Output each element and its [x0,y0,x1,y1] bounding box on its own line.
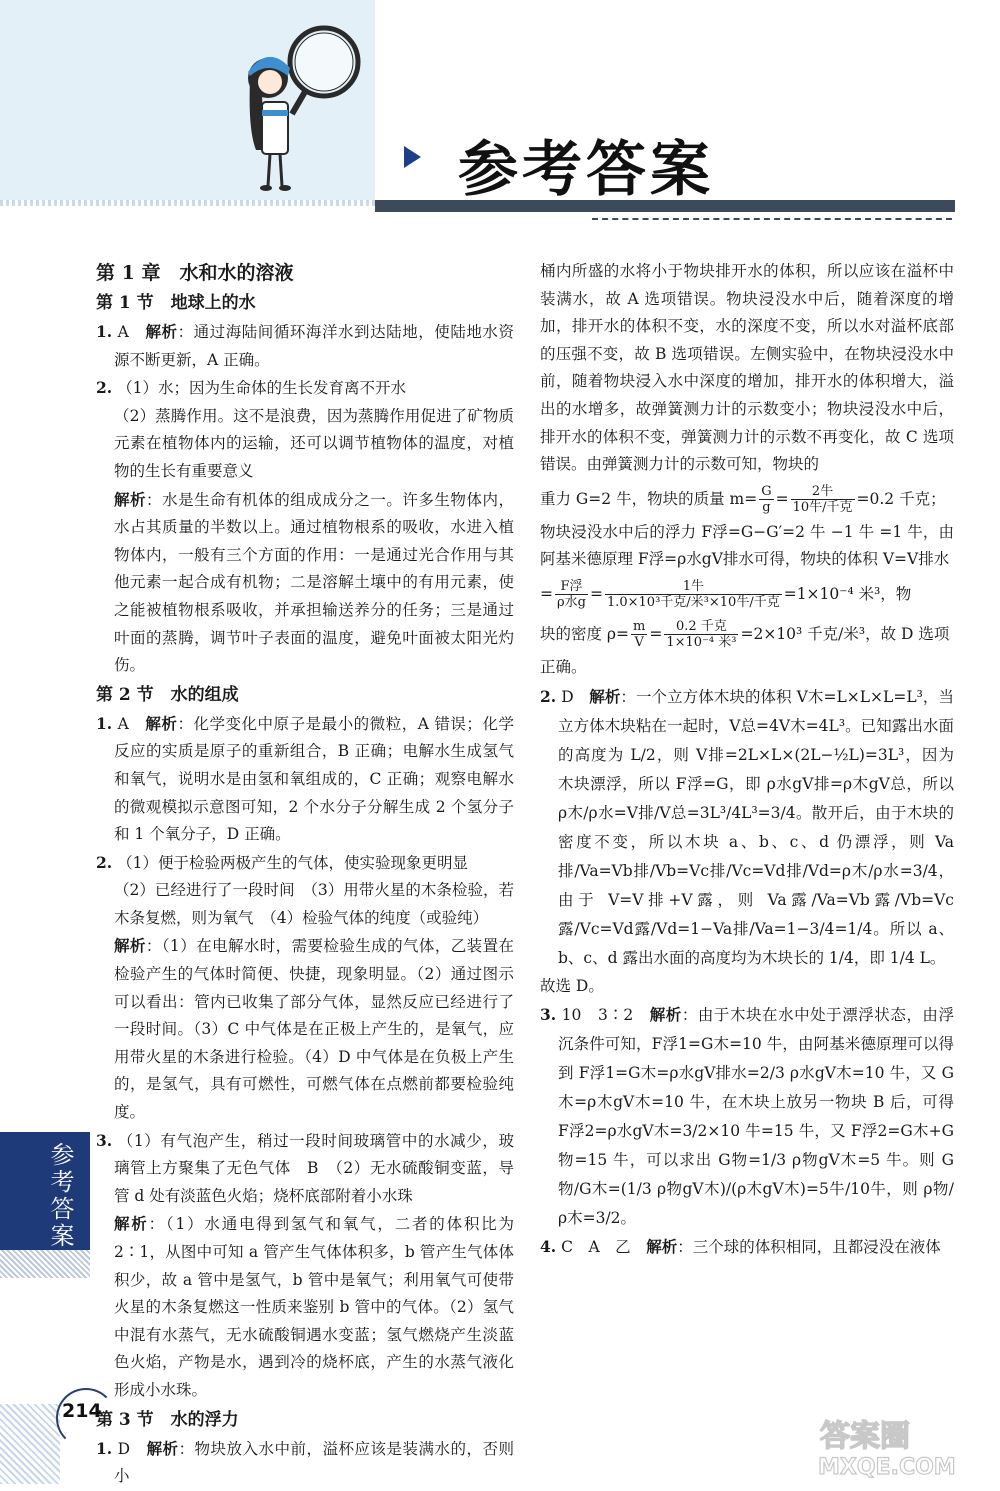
analysis-label: 解析 [646,1237,678,1257]
analysis-text: ：水是生命有机体的组成成分之一。许多生物体内，水占其质量的半数以上。通过植物根系的吸收，水进入植物体内，一般有三个方面的作用：一是通过光合作用与其他元素一起合成有机物；二是溶解土壤中的有用元素，使之能被植物根系吸收，并承担输送养分的任务；三是通过叶面的蒸腾，调节叶子表面的温度，避免叶面被太阳光灼伤。 [114,490,514,675]
fraction [759,484,773,515]
analysis-text: 桶内所盛的水将小于物块排开水的体积，所以应该在溢杯中装满水，故 A 选项错误。物块浸没水中后，随着深度的增加，排开水的体积不变，水的深度不变，所以水对溢杯底部的压强不变，故 B 选项错误。左侧实验中，在物块浸没水中前，随着物块浸入水中深度的增加，排开水的体积增大，溢出的水增多，故弹簧测力计的示数变小；物块浸没水中后，排开水的体积不变，弹簧测力计的示数不再变化，故 C 选项错误。由弹簧测力计的示数可知，物块的 [540,262,954,474]
answer-choice: A [117,323,129,341]
formula-line: = $\frac{\text{F浮}}{\text{ρ水g}}$ = $\frac{\text{1牛}}{\text{1.0×10³千克/米³×10牛/千克}}$ =1×10⁻⁴ 米³，物 [540,579,912,611]
fraction [555,579,588,610]
numerator: 1牛 [605,579,782,595]
analysis-label: 解析 [145,322,178,341]
question-number: 2. [540,686,557,706]
answer-text: （1）有气泡产生，稍过一段时间玻璃管中的水减少，玻璃管上方聚集了无色气体 B （2）无水硫酸铜变蓝，导管 d 处有淡蓝色火焰；烧杯底部附着小水珠 [114,1131,514,1205]
numerator: G [761,484,772,500]
answer-choice: D [561,687,574,706]
question-number: 3. [540,1005,557,1025]
side-tab-pattern [0,1250,90,1278]
fraction [791,484,855,515]
denominator: 1×10⁻⁴ 米³ [666,635,737,651]
answer-item [96,849,514,878]
fraction [664,619,738,650]
numerator: 2牛 [791,484,855,500]
analysis-text: ：由于木块在水中处于漂浮状态，由浮沉条件可知，F浮1=G木=10 牛，由阿基米德原理可以得到 F浮1=G木=ρ水gV排水=2/3 ρ水gV木=10 牛，又 G木=ρ木gV木=10 牛，在木块上放另一物块 B 后，可得 F浮2=ρ水gV木=3/2×10 牛=15 牛，又 F浮2=G木+G物=15 牛，可以求出 G物=1/3 ρ物gV木=5 牛。则 G物/G木=(1/3 ρ物gV木)/(ρ木gV木)=5牛/10牛，则 ρ物/ρ木=3/2。 [558,1006,954,1228]
analysis-paragraph [96,486,514,680]
analysis-label: 解析 [114,489,147,509]
answer-text: （1）便于检验两极产生的气体，使实验现象更明显 [117,853,468,872]
header-dashed-rule [592,218,952,220]
watermark-text: 答案圈 [820,1419,910,1454]
analysis-text: 物块浸没水中后的浮力 F浮=G−G′=2 牛 −1 牛 =1 牛，由阿基米德原理 F浮=ρ水gV排水可得，物块的体积 V=V排水 [540,522,954,569]
answer-item [96,318,514,374]
formula-line: 块的密度 ρ= $\frac{m}{V}$ = $\frac{\text{0.2 千克}}{\text{1×10⁻⁴ 米³}}$ =2×10³ 千克/米³，故 D 选项 [540,619,950,651]
answer-item [540,1233,954,1262]
answer-choice: D [117,1439,131,1458]
page-title: 参考答案 [458,135,714,205]
left-column [96,258,514,1491]
numerator: m [633,619,646,635]
analysis-text: ：（1）水通电得到氢气和氧气，二者的体积比为 2∶1，从图中可知 a 管产生气体体积多，b 管产生气体体积少，故 a 管中是氢气，b 管中是氧气；利用氧气可使带火星的木条复燃这一性质来鉴别 b 管中的气体。（2）氢气中混有水蒸气，无水硫酸铜遇水变蓝；氢气燃烧产生淡蓝色火焰，产物是水，遇到冷的烧杯底，产生的水蒸气液化形成小水珠。 [114,1215,514,1399]
watermark-logo [810,1412,994,1478]
chapter-title: 第 1 章 水和水的溶液 [96,262,294,284]
question-number: 1. [96,322,113,341]
denominator: 10牛/千克 [792,500,853,516]
formula-text: =2×10³ 千克/米³，故 D 选项 [740,624,950,643]
denominator: g [762,500,771,516]
question-number: 2. [96,378,113,398]
page-number: 214 [62,1400,102,1422]
fraction [631,619,647,650]
analysis-label: 解析 [589,686,621,706]
question-number: 1. [96,1438,113,1458]
denominator: 1.0×10³千克/米³×10牛/千克 [606,595,780,611]
answer-item [96,374,514,403]
answer-choice: C A 乙 [561,1238,631,1257]
conclusion-text: 故选 D。 [540,976,604,995]
formula-text: =1×10⁻⁴ 米³，物 [783,584,912,603]
analysis-text: ：物块放入水中前，溢杯应该是装满水的，否则小 [114,1439,514,1486]
analysis-text: ：通过海陆间循环海洋水到达陆地，使陆地水资源不断更新，A 正确。 [114,323,514,369]
question-number: 1. [96,713,113,733]
answer-text: （1）水；因为生命体的生长发育离不开水 [117,379,406,398]
answer-item [96,1435,514,1491]
footer-pattern [0,1404,60,1484]
analysis-paragraph [96,932,514,1126]
numerator: 0.2 千克 [664,619,738,635]
section-title: 第 2 节 水的组成 [96,684,239,705]
right-column [540,258,954,1262]
analysis-label: 解析 [114,936,146,956]
answer-choice: A [117,714,129,733]
question-number: 3. [96,1130,113,1150]
formula-line: 重力 G=2 牛，物块的质量 m= $\frac{G}{g}$ = $\frac{\text{2牛}}{\text{10牛/千克}}$ =0.2 千克； [540,484,946,516]
analysis-label: 解析 [146,1438,179,1458]
answer-item [96,710,514,849]
analysis-label: 解析 [114,1214,149,1234]
answer-item [96,1127,514,1211]
denominator: V [634,635,644,651]
denominator: ρ水g [557,595,586,611]
answer-text: （2）蒸腾作用。这不是浪费，因为蒸腾作用促进了矿物质元素在植物体内的运输，还可以调节植物体的温度，对植物的生长有重要意义 [114,406,514,480]
numerator: F浮 [555,579,588,595]
answer-text: （2）已经进行了一段时间 （3）用带火星的木条检验，若木条复燃，则为氧气 （4）检验气体的纯度（或验纯） [114,881,514,927]
analysis-text: ：三个球的体积相同，且都浸没在液体 [677,1238,941,1257]
formula-text: 正确。 [540,657,587,676]
question-number: 4. [540,1237,557,1257]
analysis-label: 解析 [649,1005,682,1025]
side-tab-label: 参考答案 [46,1142,74,1250]
formula-text: =0.2 千克； [856,489,946,508]
fraction [605,579,782,610]
answer-choice: 10 3∶2 [561,1006,634,1025]
analysis-text: ：化学变化中原子是最小的微粒，A 错误；化学反应的实质是原子的重新组合，B 正确；电解水生成氢气和氧气，说明水是由氢和氧组成的，C 正确；观察电解水的微观模拟示意图可知，2 个水分子分解生成 2 个氢分子和 1 个氧分子，D 正确。 [114,714,514,844]
mascot-girl-magnifier-illustration [228,10,368,200]
answer-item [540,1000,954,1233]
analysis-text: ：一个立方体木块的体积 V木=L×L×L=L³，当立方体木块粘在一起时，V总=4V木=4L³。已知露出水面的高度为 L/2，则 V排=2L×L×(2L−½L)=3L³，因为木块漂浮，所以 F浮=G，即 ρ水gV排=ρ木gV总，所以 ρ木/ρ水=V排/V总=3L³/4L³=3/4。散开后，由于木块的密度不变，所以木块 a、b、c、d 仍漂浮，则 Va排/Va=Vb排/Vb=Vc排/Vc=Vd排/Vd=ρ木/ρ水=3/4，由于 V=V排+V露，则 Va露/Va=Vb露/Vb=Vc露/Vc=Vd露/Vd=1−Va排/Va=1−3/4=1/4。所以 a、b、c、d 露出水面的高度均为木块长的 1/4，即 1/4 L。 [558,687,954,967]
formula-text: 重力 G=2 牛，物块的质量 m= [540,489,758,508]
section-title: 第 1 节 地球上的水 [96,293,256,313]
formula-text: 块的密度 ρ= [540,624,630,643]
answer-item [540,682,954,973]
analysis-label: 解析 [145,713,178,733]
section-title: 第 3 节 水的浮力 [96,1409,239,1430]
question-number: 2. [96,852,113,872]
play-arrow-icon [404,146,421,168]
analysis-text: ：（1）在电解水时，需要检验生成的气体，乙装置在检验产生的气体时简便、快捷，现象明显。（2）通过图示可以看出：管内已收集了部分气体，显然反应已经进行了一段时间。（3）C 中气体是在正极上产生的，是氧气，应用带火星的木条进行检验。（4）D 中气体是在负极上产生的，是氢气，具有可燃性，可燃气体在点燃前都要检验纯度。 [114,937,514,1122]
watermark-url: MXQE.COM [818,1455,956,1478]
analysis-paragraph [96,1210,514,1404]
